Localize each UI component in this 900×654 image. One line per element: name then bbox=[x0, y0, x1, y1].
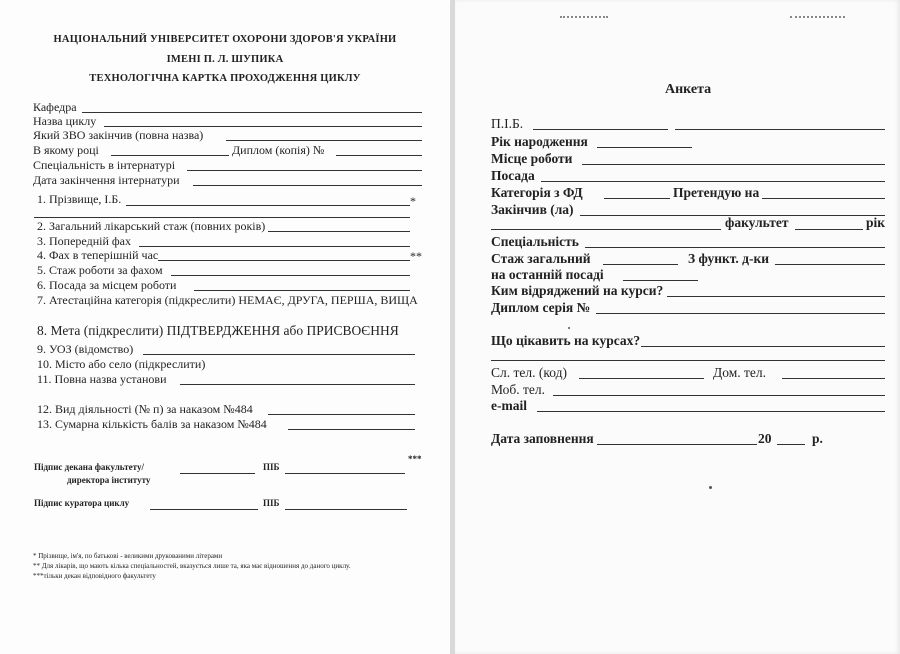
dean-signature-label: Підпис декана факультету/ bbox=[34, 462, 144, 472]
card-title: ТЕХНОЛОГІЧНА КАРТКА ПРОХОДЖЕННЯ ЦИКЛУ bbox=[89, 73, 361, 84]
label-work-phone: Сл. тел. (код) bbox=[491, 365, 567, 380]
right-page bbox=[455, 0, 900, 654]
footnote-mark-3: *** bbox=[408, 454, 422, 464]
label-functional-experience: З функт. д-ки bbox=[688, 251, 770, 266]
questionnaire-title: Анкета bbox=[665, 82, 712, 97]
director-label: директора інституту bbox=[67, 475, 151, 485]
item-7: 7. Атестаційна категорія (підкреслити) НЕМАЄ, ДРУГА, ПЕРША, ВИЩА bbox=[37, 293, 418, 307]
label-pib: П.І.Б. bbox=[491, 116, 524, 131]
input-line-faculty-year[interactable] bbox=[795, 229, 863, 230]
item-6: 6. Посада за місцем роботи bbox=[37, 278, 177, 292]
input-line-total-experience[interactable] bbox=[603, 264, 678, 265]
label-year: В якому році bbox=[33, 143, 99, 157]
footnote-2: ** Для лікарів, що мають кілька спеціальностей, вказується лише та, яка має відношення до даного циклу. bbox=[33, 562, 351, 570]
input-line-item-6[interactable] bbox=[194, 290, 410, 291]
input-line-last-position[interactable] bbox=[623, 280, 698, 281]
curator-pib-line[interactable] bbox=[285, 509, 407, 510]
input-line-home-phone[interactable] bbox=[782, 378, 885, 379]
label-diploma-series: Диплом серія № bbox=[491, 300, 591, 315]
input-line-mobile-phone[interactable] bbox=[553, 395, 885, 396]
dean-signature-line[interactable] bbox=[180, 473, 255, 474]
input-line-position[interactable] bbox=[541, 181, 885, 182]
dean-pib-line[interactable] bbox=[285, 473, 405, 474]
input-line-fill-date[interactable] bbox=[597, 444, 757, 445]
scan-marks-top-right bbox=[790, 16, 845, 18]
label-birth-year: Рік народження bbox=[491, 134, 588, 149]
input-line-interest[interactable] bbox=[641, 346, 885, 347]
input-line-speciality[interactable] bbox=[585, 247, 885, 248]
label-kafedra: Кафедра bbox=[33, 100, 77, 114]
input-line-year-suffix[interactable] bbox=[777, 444, 805, 445]
input-line-item-9[interactable] bbox=[143, 354, 415, 355]
scan-marks-top bbox=[560, 16, 608, 18]
input-line-internship-speciality[interactable] bbox=[187, 170, 422, 171]
label-graduated: Закінчив (ла) bbox=[491, 202, 574, 217]
label-sent-by: Ким відряджений на курси? bbox=[491, 283, 664, 298]
item-10: 10. Місто або село (підкреслити) bbox=[37, 357, 206, 371]
input-line-work-phone[interactable] bbox=[579, 378, 704, 379]
label-cycle-name: Назва циклу bbox=[33, 114, 97, 128]
label-fill-date: Дата заповнення bbox=[491, 431, 594, 446]
label-total-experience: Стаж загальний bbox=[491, 251, 591, 266]
input-line-year[interactable] bbox=[111, 155, 229, 156]
input-line-functional-experience[interactable] bbox=[775, 264, 885, 265]
label-speciality: Спеціальність bbox=[491, 234, 579, 249]
label-internship-speciality: Спеціальність в інтернатурі bbox=[33, 158, 176, 172]
input-line-cycle-name[interactable] bbox=[104, 126, 422, 127]
label-zvo: Який ЗВО закінчив (повна назва) bbox=[33, 128, 204, 142]
label-last-position: на останній посаді bbox=[491, 267, 604, 282]
dean-pib-label: ПІБ bbox=[263, 462, 280, 472]
label-mobile-phone: Моб. тел. bbox=[491, 382, 546, 397]
item-12: 12. Вид діяльності (№ п) за наказом №484 bbox=[37, 402, 253, 416]
footnote-1: * Прізвище, ім'я, по батькові - великими друкованими літерами bbox=[33, 552, 223, 560]
curator-pib-label: ПІБ bbox=[263, 498, 280, 508]
university-subtitle: ІМЕНІ П. Л. ШУПИКА bbox=[166, 54, 284, 65]
item-1: 1. Прізвище, І.Б. bbox=[37, 192, 122, 206]
item-3: 3. Попередній фах bbox=[37, 234, 131, 248]
input-line-item-5[interactable] bbox=[171, 275, 410, 276]
footnote-mark-2: ** bbox=[410, 249, 422, 263]
item-13: 13. Сумарна кількість балів за наказом №484 bbox=[37, 417, 267, 431]
label-email: e-mail bbox=[491, 398, 527, 413]
label-interest: Що цікавить на курсах? bbox=[491, 333, 641, 348]
input-line-item-1b[interactable] bbox=[34, 217, 410, 218]
input-line-interest-2[interactable] bbox=[491, 360, 885, 361]
scan-speck bbox=[568, 327, 570, 329]
curator-signature-line[interactable] bbox=[150, 509, 258, 510]
input-line-workplace[interactable] bbox=[582, 164, 885, 165]
input-line-birth-year[interactable] bbox=[597, 147, 692, 148]
input-line-item-3[interactable] bbox=[139, 246, 410, 247]
item-5: 5. Стаж роботи за фахом bbox=[37, 263, 163, 277]
input-line-item-4[interactable] bbox=[158, 260, 410, 261]
item-8: 8. Мета (підкреслити) ПІДТВЕРДЖЕННЯ або ПРИСВОЄННЯ bbox=[37, 323, 399, 338]
input-line-category[interactable] bbox=[604, 198, 670, 199]
label-position: Посада bbox=[491, 168, 535, 183]
label-diploma: Диплом (копія) № bbox=[232, 143, 325, 157]
label-year-abbr: р. bbox=[812, 431, 823, 446]
label-claim: Претендую на bbox=[673, 185, 760, 200]
label-year-prefix: 20 bbox=[758, 431, 772, 446]
input-line-sent-by[interactable] bbox=[667, 296, 885, 297]
label-internship-end: Дата закінчення інтернатури bbox=[33, 173, 180, 187]
input-line-item-12[interactable] bbox=[268, 414, 415, 415]
university-title: НАЦІОНАЛЬНИЙ УНІВЕРСИТЕТ ОХОРОНИ ЗДОРОВ'Я УКРАЇНИ bbox=[53, 34, 397, 45]
input-line-internship-end[interactable] bbox=[193, 185, 422, 186]
input-line-item-2[interactable] bbox=[268, 231, 410, 232]
label-home-phone: Дом. тел. bbox=[713, 365, 766, 380]
item-4: 4. Фах в теперішній час bbox=[37, 248, 159, 262]
footnote-mark-1: * bbox=[410, 194, 416, 208]
label-year: рік bbox=[866, 215, 886, 230]
input-line-item-11[interactable] bbox=[180, 384, 415, 385]
label-category: Категорія з ФД bbox=[491, 185, 583, 200]
input-line-claim[interactable] bbox=[762, 198, 885, 199]
input-line-zvo[interactable] bbox=[226, 140, 422, 141]
label-workplace: Місце роботи bbox=[491, 151, 573, 166]
input-line-kafedra[interactable] bbox=[82, 112, 422, 113]
input-line-item-13[interactable] bbox=[288, 429, 415, 430]
item-11: 11. Повна назва установи bbox=[37, 372, 167, 386]
input-line-pib-2[interactable] bbox=[675, 129, 885, 130]
label-faculty: факультет bbox=[725, 215, 789, 230]
curator-signature-label: Підпис куратора циклу bbox=[34, 498, 130, 508]
item-9: 9. УОЗ (відомство) bbox=[37, 342, 134, 356]
footnote-3: ***тільки декан відповідного факультету bbox=[33, 572, 156, 580]
input-line-diploma[interactable] bbox=[336, 155, 422, 156]
scan-speck bbox=[709, 486, 712, 489]
input-line-diploma-series[interactable] bbox=[596, 313, 885, 314]
input-line-email[interactable] bbox=[537, 411, 885, 412]
item-2: 2. Загальний лікарський стаж (повних років) bbox=[37, 219, 266, 233]
input-line-pib-1[interactable] bbox=[533, 129, 668, 130]
input-line-item-1[interactable] bbox=[126, 205, 410, 206]
input-line-graduated-2[interactable] bbox=[491, 229, 721, 230]
